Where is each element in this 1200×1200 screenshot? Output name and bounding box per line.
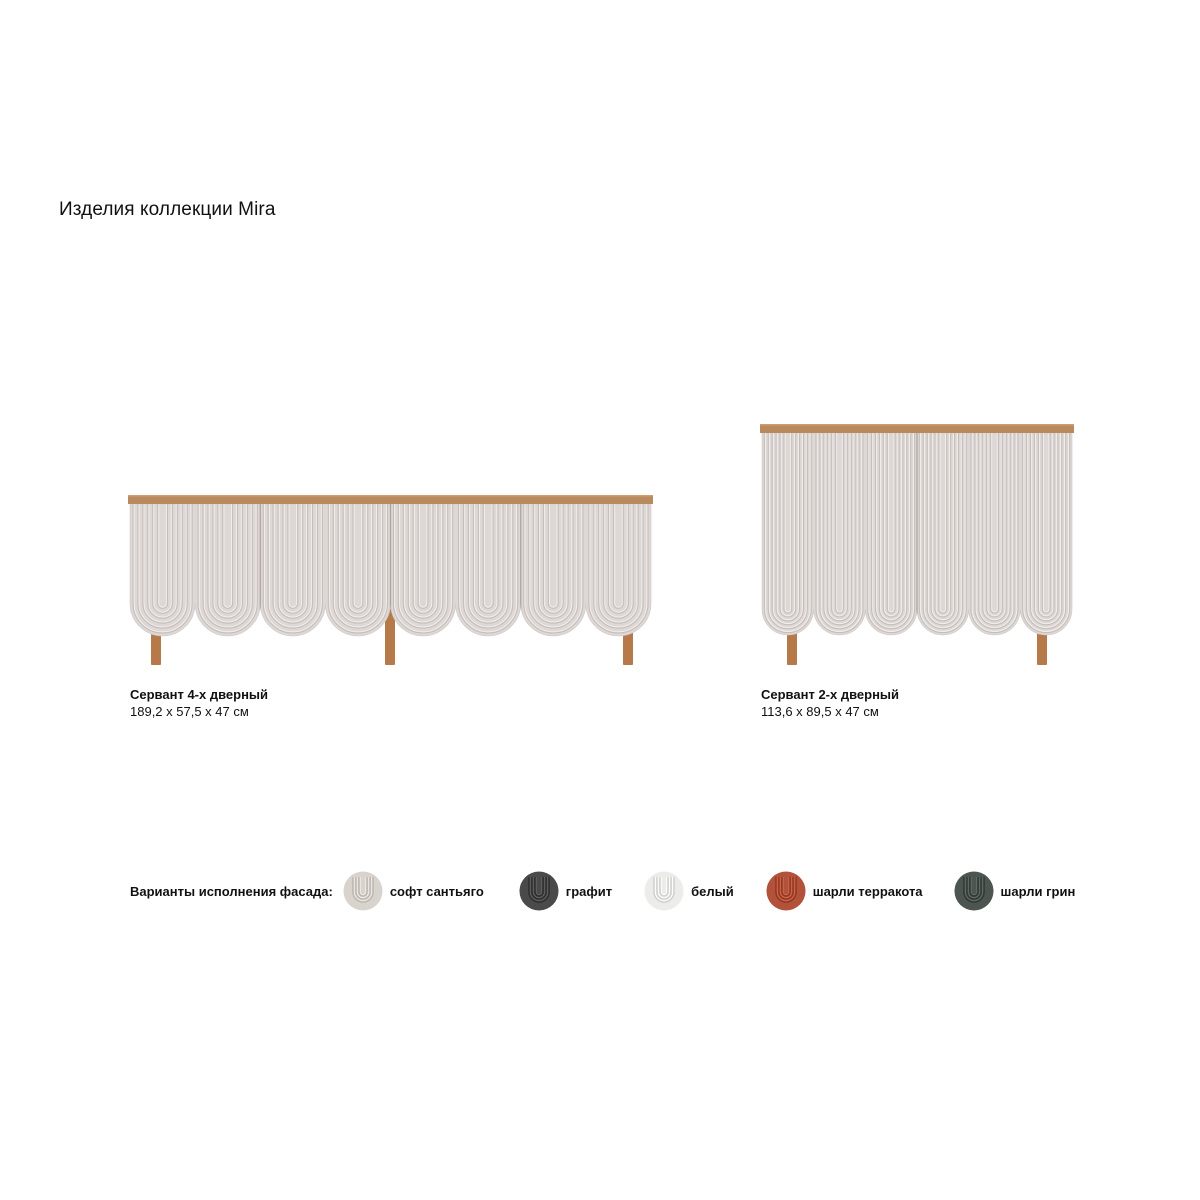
product-image-4-door — [128, 495, 653, 667]
finish-option — [343, 871, 484, 911]
product-caption — [130, 686, 268, 720]
finish-label: графит — [565, 883, 613, 899]
finish-label: белый — [691, 883, 734, 899]
swatch-icon — [343, 871, 383, 911]
finish-option — [954, 871, 1076, 911]
sideboard-drawing — [760, 424, 1074, 667]
swatch-icon — [519, 871, 559, 911]
swatch-icon — [644, 871, 684, 911]
product-name: Сервант 4-х дверный — [130, 687, 269, 702]
finish-swatch-white — [644, 871, 684, 911]
finish-option — [644, 871, 734, 911]
sideboard-drawing — [128, 495, 653, 667]
product-caption — [761, 686, 899, 720]
swatch-icon — [954, 871, 994, 911]
finishes-label: Варианты исполнения фасада: — [130, 883, 333, 899]
product-name: Сервант 2-х дверный — [761, 687, 900, 702]
finish-swatch-graphite — [519, 871, 559, 911]
finish-options — [130, 868, 1090, 914]
finish-label: софт сантьяго — [389, 883, 484, 899]
finish-option — [766, 871, 923, 911]
finish-swatch-terracotta — [766, 871, 806, 911]
finish-label: шарли терракота — [812, 883, 923, 899]
finish-swatch-soft-santiago — [343, 871, 383, 911]
product-image-2-door — [760, 424, 1074, 667]
finish-label: шарли грин — [1000, 883, 1076, 899]
product-dimensions: 189,2 x 57,5 x 47 см — [130, 704, 249, 719]
finish-option — [519, 871, 612, 911]
swatch-icon — [766, 871, 806, 911]
finish-swatch-green — [954, 871, 994, 911]
page-title: Изделия коллекции Mira — [59, 199, 276, 220]
product-dimensions: 113,6 x 89,5 x 47 см — [761, 704, 879, 719]
